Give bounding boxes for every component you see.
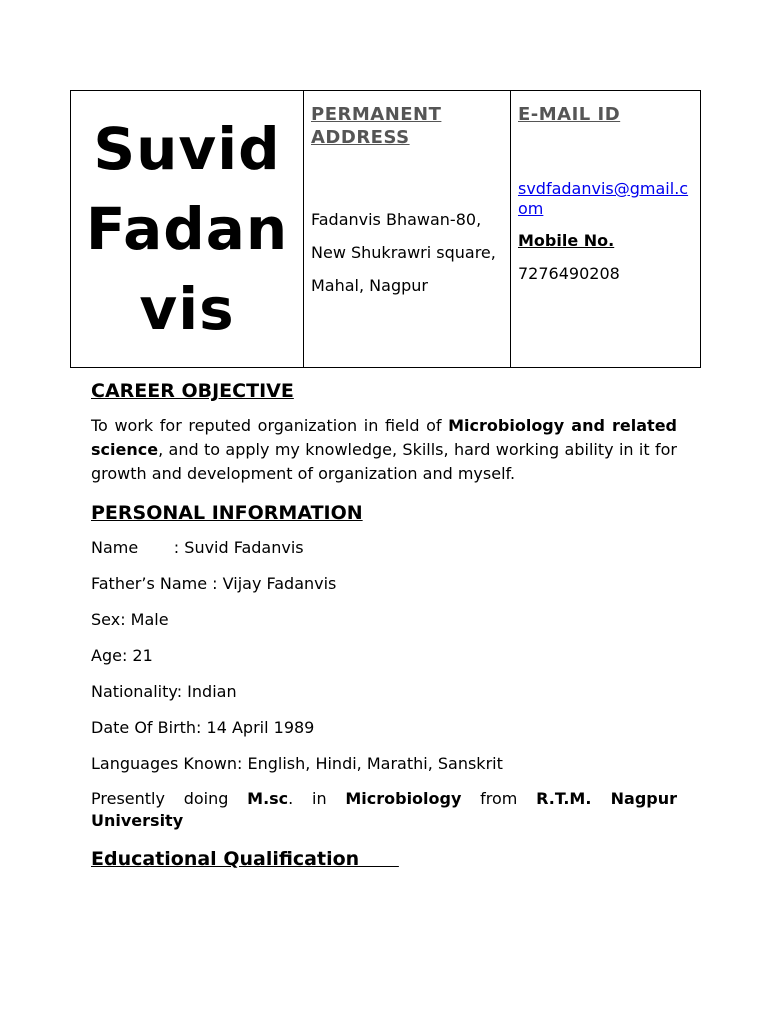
address-line-1: Fadanvis Bhawan-80,	[311, 210, 482, 229]
presently-university: R.T.M. Nagpur University	[91, 789, 678, 830]
info-age: Age: 21	[91, 646, 153, 665]
address-heading: PERMANENT ADDRESS	[311, 104, 442, 148]
name-cell	[71, 91, 304, 368]
email-heading: E-MAIL ID	[518, 104, 621, 125]
info-sex: Sex: Male	[91, 610, 169, 629]
presently-part-1: Presently doing	[91, 789, 248, 808]
mobile-label: Mobile No.	[518, 231, 615, 250]
contact-cell	[511, 91, 701, 368]
address-cell	[304, 91, 511, 368]
info-nationality: Nationality: Indian	[91, 682, 237, 701]
name-line-3: vis	[139, 275, 235, 343]
career-objective-heading: CAREER OBJECTIVE	[91, 380, 294, 402]
presently-part-3: from	[461, 789, 537, 808]
presently-part-2: . in	[288, 789, 346, 808]
resume-header-table	[70, 90, 701, 368]
name-line-2: Fadan	[85, 195, 289, 263]
name-line-1: Suvid	[93, 115, 281, 183]
info-date-of-birth: Date Of Birth: 14 April 1989	[91, 718, 315, 737]
address-block	[311, 209, 502, 296]
presently-doing-text	[91, 788, 677, 832]
info-father-name: Father’s Name : Vijay Fadanvis	[91, 574, 337, 593]
educational-qualification-heading: Educational Qualification	[91, 848, 399, 870]
personal-info-heading: PERSONAL INFORMATION	[91, 502, 363, 524]
info-languages: Languages Known: English, Hindi, Marathi, Sanskrit	[91, 754, 503, 773]
candidate-name	[71, 109, 303, 349]
career-text-bold: Microbiology and related science	[91, 416, 677, 459]
presently-subject: Microbiology	[345, 789, 462, 808]
career-objective-text	[91, 414, 677, 486]
presently-degree: M.sc	[247, 789, 289, 808]
resume-body	[91, 378, 677, 882]
career-text-part-1: To work for reputed organization in field of	[91, 416, 449, 435]
address-line-3: Mahal, Nagpur	[311, 276, 428, 295]
info-name: Name : Suvid Fadanvis	[91, 538, 304, 557]
mobile-number: 7276490208	[518, 264, 620, 283]
address-line-2: New Shukrawri square,	[311, 243, 496, 262]
career-text-part-2: , and to apply my knowledge, Skills, hard working ability in it for growth and development of organization and myself.	[91, 440, 677, 483]
email-link[interactable]: svdfadanvis@gmail.com	[518, 179, 689, 218]
